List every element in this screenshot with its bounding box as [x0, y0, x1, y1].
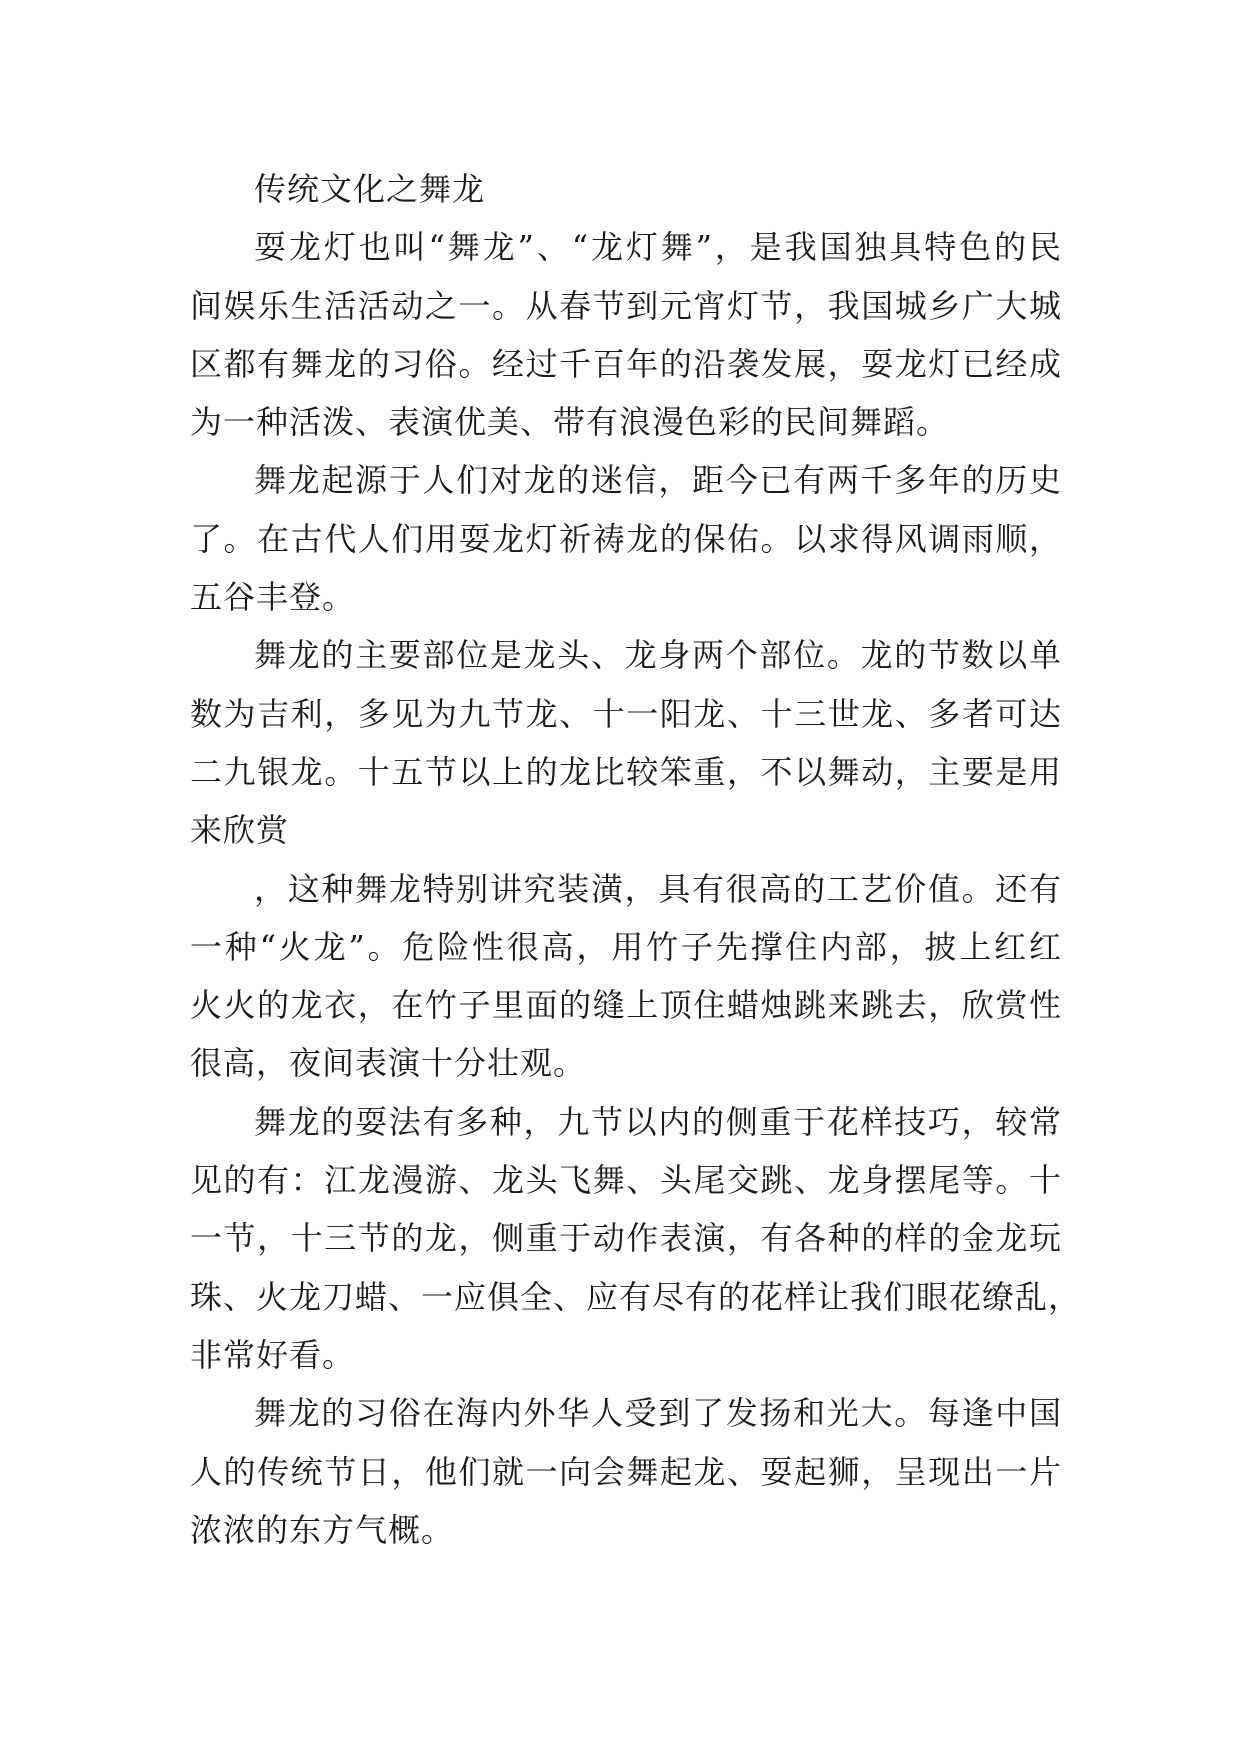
paragraph-4-line-1: ，这种舞龙特别讲究装潢，具有很高的工艺价值。还有 [254, 869, 1062, 908]
paragraph-1-line-3: 区都有舞龙的习俗。经过千百年的沿袭发展，耍龙灯已经成 [190, 344, 1062, 383]
paragraph-2-line-3: 五谷丰登。 [190, 578, 356, 617]
paragraph-1-line-4: 为一种活泼、表演优美、带有浪漫色彩的民间舞蹈。 [190, 403, 950, 442]
paragraph-2-line-1: 舞龙起源于人们对龙的迷信，距今已有两千多年的历史 [254, 461, 1062, 500]
paragraph-5-line-2: 见的有：江龙漫游、龙头飞舞、头尾交跳、龙身摆尾等。十 [190, 1161, 1062, 1200]
paragraph-3-line-1: 舞龙的主要部位是龙头、龙身两个部位。龙的节数以单 [254, 636, 1062, 675]
document-body [190, 160, 1082, 1559]
paragraph-4-line-3: 火火的龙衣，在竹子里面的缝上顶住蜡烛跳来跳去，欣赏性 [190, 986, 1062, 1025]
paragraph-2-line-2: 了。在古代人们用耍龙灯祈祷龙的保佑。以求得风调雨顺， [190, 519, 1062, 558]
paragraph-6-line-2: 人的传统节日，他们就一向会舞起龙、耍起狮，呈现出一片 [190, 1452, 1062, 1491]
paragraph-5-line-5: 非常好看。 [190, 1335, 356, 1374]
paragraph-5-line-3: 一节，十三节的龙，侧重于动作表演，有各种的样的金龙玩 [190, 1219, 1062, 1258]
paragraph-3-line-4: 来欣赏 [190, 811, 290, 850]
paragraph-5-line-4: 珠、火龙刀蜡、一应俱全、应有尽有的花样让我们眼花缭乱， [190, 1277, 1082, 1316]
paragraph-3-line-2: 数为吉利，多见为九节龙、十一阳龙、十三世龙、多者可达 [190, 694, 1062, 733]
paragraph-4-line-2: 一种“火龙”。危险性很高，用竹子先撑住内部，披上红红 [190, 927, 1062, 966]
paragraph-4-line-4: 很高，夜间表演十分壮观。 [190, 1044, 587, 1083]
paragraph-6-line-1: 舞龙的习俗在海内外华人受到了发扬和光大。每逢中国 [254, 1394, 1062, 1433]
paragraph-1-line-1: 耍龙灯也叫“舞龙”、“龙灯舞”，是我国独具特色的民 [254, 228, 1062, 267]
paragraph-3-line-3: 二九银龙。十五节以上的龙比较笨重，不以舞动，主要是用 [190, 752, 1062, 791]
paragraph-1-line-2: 间娱乐生活活动之一。从春节到元宵灯节，我国城乡广大城 [190, 286, 1062, 325]
paragraph-6-line-3: 浓浓的东方气概。 [190, 1510, 455, 1549]
paragraph-5-line-1: 舞龙的耍法有多种，九节以内的侧重于花样技巧，较常 [254, 1102, 1062, 1141]
document-title: 传统文化之舞龙 [254, 170, 486, 208]
